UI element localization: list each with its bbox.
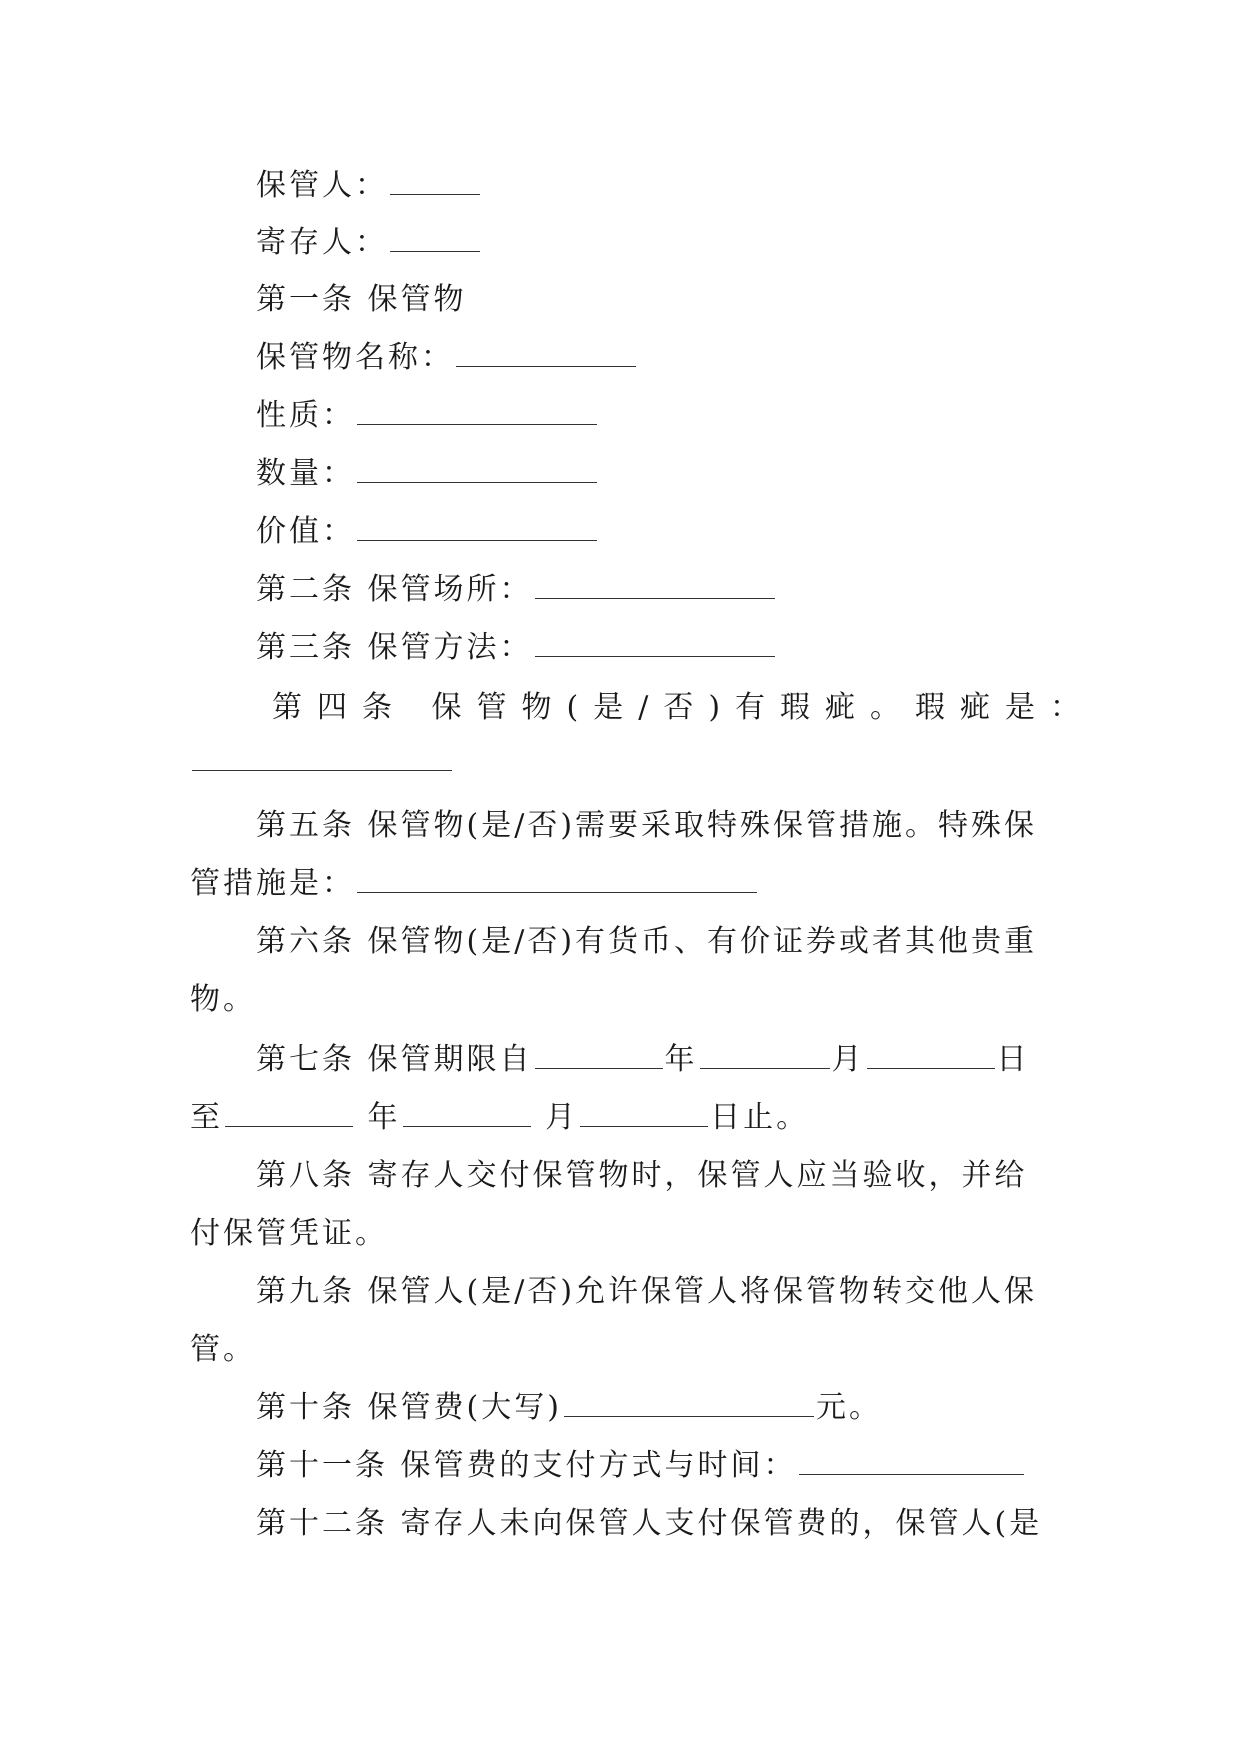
article-7-line-2 [190, 1098, 809, 1138]
start-month-blank[interactable] [700, 1040, 830, 1069]
article-9-text-2: 管。 [190, 1332, 256, 1367]
depositor-blank[interactable] [390, 223, 480, 252]
day-label: 日 [996, 1042, 1030, 1077]
article-5-text-2: 管措施是： [190, 866, 355, 901]
nature-label: 性质： [256, 398, 355, 433]
article-12-line [256, 1504, 1042, 1544]
article-9-line-1 [256, 1272, 1037, 1312]
quantity-blank[interactable] [357, 454, 597, 483]
defect-blank-line [190, 742, 454, 782]
article-2-label: 第二条 保管场所： [256, 572, 533, 607]
payment-method-blank[interactable] [799, 1446, 1024, 1475]
special-measures-blank[interactable] [357, 864, 757, 893]
end-month-label: 月 [545, 1100, 579, 1135]
article-5-line-1 [256, 806, 1037, 846]
fee-amount-blank[interactable] [564, 1388, 814, 1417]
article-9-text-1: 第九条 保管人(是/否)允许保管人将保管物转交他人保 [256, 1274, 1038, 1309]
end-year-label: 年 [367, 1100, 401, 1135]
article-1-heading [256, 280, 467, 320]
article-12-text: 第十二条 寄存人未向保管人支付保管费的，保管人(是 [256, 1506, 1043, 1541]
yuan-label: 元。 [815, 1390, 882, 1425]
article-4-label: 第四条 保管物(是/否)有瑕疵。瑕疵是： [272, 690, 1096, 725]
item-name-blank[interactable] [456, 338, 636, 367]
article-1-title: 第一条 保管物 [256, 282, 467, 317]
article-11-text: 第十一条 保管费的支付方式与时间： [256, 1448, 797, 1483]
defect-blank[interactable] [192, 742, 452, 771]
end-day-label: 日止。 [710, 1100, 810, 1135]
article-7-text: 第七条 保管期限自 [256, 1042, 533, 1077]
article-5-text-1: 第五条 保管物(是/否)需要采取特殊保管措施。特殊保 [256, 808, 1038, 843]
article-6-line-1 [256, 922, 1037, 962]
storage-method-blank[interactable] [535, 628, 775, 657]
end-day-blank[interactable] [580, 1098, 708, 1127]
article-2-line [256, 570, 777, 610]
nature-blank[interactable] [357, 396, 597, 425]
quantity-line [256, 454, 599, 494]
article-6-text-1: 第六条 保管物(是/否)有货币、有价证券或者其他贵重 [256, 924, 1038, 959]
end-month-blank[interactable] [403, 1098, 531, 1127]
article-3-label: 第三条 保管方法： [256, 630, 533, 665]
item-name-label: 保管物名称： [256, 340, 454, 375]
quantity-label: 数量： [256, 456, 355, 491]
depositor-label: 寄存人： [256, 225, 388, 260]
article-5-line-2 [190, 864, 759, 904]
article-10-line [256, 1388, 882, 1428]
until-label: 至 [190, 1100, 223, 1135]
custodian-blank[interactable] [390, 166, 480, 195]
article-6-line-2 [190, 980, 256, 1020]
nature-line [256, 396, 599, 436]
item-name-line [256, 338, 638, 378]
end-year-blank[interactable] [225, 1098, 353, 1127]
article-4-line [272, 688, 1095, 728]
depositor-line [256, 223, 482, 263]
value-blank[interactable] [357, 512, 597, 541]
article-8-text-1: 第八条 寄存人交付保管物时，保管人应当验收，并给 [256, 1158, 1028, 1193]
article-10-text: 第十条 保管费(大写) [256, 1390, 562, 1425]
article-6-text-2: 物。 [190, 982, 256, 1017]
custodian-label: 保管人： [256, 168, 388, 203]
year-label: 年 [664, 1042, 698, 1077]
article-3-line [256, 628, 777, 668]
value-line [256, 512, 599, 552]
custodian-line [256, 166, 482, 206]
article-9-line-2 [190, 1330, 256, 1370]
start-year-blank[interactable] [535, 1040, 663, 1069]
article-7-line-1 [256, 1040, 1030, 1080]
article-11-line [256, 1446, 1026, 1486]
article-8-text-2: 付保管凭证。 [190, 1216, 388, 1251]
article-8-line-1 [256, 1156, 1028, 1196]
start-day-blank[interactable] [867, 1040, 995, 1069]
storage-place-blank[interactable] [535, 570, 775, 599]
month-label: 月 [831, 1042, 865, 1077]
value-label: 价值： [256, 514, 355, 549]
article-8-line-2 [190, 1214, 388, 1254]
